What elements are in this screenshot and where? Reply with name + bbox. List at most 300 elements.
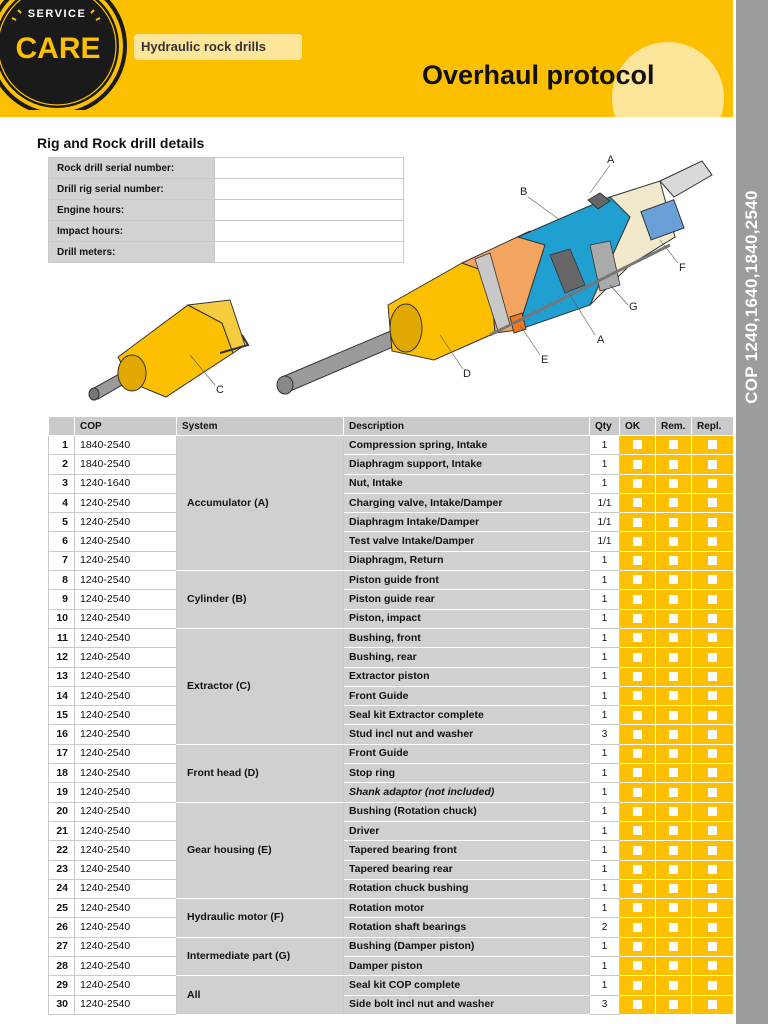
ok-checkbox[interactable] [633,749,642,758]
cop-models: 1840-2540 [75,455,177,474]
quantity: 1 [590,628,620,647]
part-description: Bushing (Damper piston) [344,937,590,956]
svg-text:F: F [679,262,686,274]
replaced-checkbox[interactable] [708,633,717,642]
row-number: 23 [49,860,75,879]
ok-checkbox[interactable] [633,537,642,546]
cop-models: 1240-2540 [75,783,177,802]
cop-models: 1240-2540 [75,571,177,590]
row-number: 13 [49,667,75,686]
column-header: System [177,417,344,436]
replaced-checkbox[interactable] [708,672,717,681]
ok-cell [620,455,656,474]
replaced-cell [692,783,734,802]
cop-models: 1240-2540 [75,879,177,898]
row-number: 25 [49,899,75,918]
removed-cell [656,821,692,840]
table-row [49,667,734,686]
extractor-drawing [89,300,248,400]
row-number: 28 [49,957,75,976]
table-row [49,590,734,609]
quantity: 1 [590,841,620,860]
removed-checkbox[interactable] [669,749,678,758]
ok-checkbox[interactable] [633,942,642,951]
removed-cell [656,764,692,783]
replaced-checkbox[interactable] [708,768,717,777]
replaced-cell [692,532,734,551]
part-description: Bushing, front [344,628,590,647]
row-number: 30 [49,995,75,1014]
ok-checkbox[interactable] [633,788,642,797]
cop-models: 1240-2540 [75,899,177,918]
quantity: 1 [590,744,620,763]
ok-checkbox[interactable] [633,981,642,990]
row-number: 1 [49,436,75,455]
ok-checkbox[interactable] [633,614,642,623]
ok-cell [620,957,656,976]
removed-checkbox[interactable] [669,768,678,777]
column-header [49,417,75,436]
table-row [49,802,734,821]
table-row [49,899,734,918]
cop-models: 1240-2540 [75,667,177,686]
replaced-cell [692,860,734,879]
service-care-logo [0,0,132,110]
row-number: 2 [49,455,75,474]
detail-label: Impact hours: [49,221,215,242]
quantity: 1 [590,899,620,918]
part-description: Charging valve, Intake/Damper [344,493,590,512]
ok-checkbox[interactable] [633,884,642,893]
table-row [49,455,734,474]
quantity: 1 [590,436,620,455]
removed-checkbox[interactable] [669,788,678,797]
ok-cell [620,571,656,590]
cop-models: 1240-2540 [75,995,177,1014]
replaced-checkbox[interactable] [708,923,717,932]
removed-cell [656,957,692,976]
part-description: Nut, Intake [344,474,590,493]
removed-cell [656,667,692,686]
removed-checkbox[interactable] [669,653,678,662]
system-name: All [177,976,344,1015]
ok-checkbox[interactable] [633,865,642,874]
table-row [49,744,734,763]
removed-checkbox[interactable] [669,518,678,527]
svg-text:A: A [597,334,605,346]
table-header-row [49,417,734,436]
svg-text:E: E [541,354,549,366]
page-title: Overhaul protocol [422,60,655,90]
replaced-checkbox[interactable] [708,826,717,835]
replaced-checkbox[interactable] [708,575,717,584]
system-name: Gear housing (E) [177,802,344,898]
svg-text:A: A [607,154,615,166]
detail-label: Drill rig serial number: [49,179,215,200]
replaced-cell [692,513,734,532]
ok-checkbox[interactable] [633,730,642,739]
ok-cell [620,706,656,725]
ok-cell [620,590,656,609]
replaced-cell [692,821,734,840]
ok-checkbox[interactable] [633,479,642,488]
replaced-cell [692,648,734,667]
ok-cell [620,899,656,918]
replaced-checkbox[interactable] [708,1000,717,1009]
ok-cell [620,995,656,1014]
quantity: 1 [590,590,620,609]
removed-checkbox[interactable] [669,691,678,700]
part-description: Seal kit Extractor complete [344,706,590,725]
table-row [49,706,734,725]
replaced-checkbox[interactable] [708,440,717,449]
replaced-cell [692,571,734,590]
table-row [49,764,734,783]
table-row [49,551,734,570]
quantity: 3 [590,725,620,744]
removed-cell [656,609,692,628]
cop-models: 1240-2540 [75,821,177,840]
ok-checkbox[interactable] [633,672,642,681]
replaced-checkbox[interactable] [708,942,717,951]
removed-checkbox[interactable] [669,556,678,565]
table-row [49,474,734,493]
cop-models: 1240-2540 [75,493,177,512]
replaced-cell [692,474,734,493]
ok-checkbox[interactable] [633,440,642,449]
ok-cell [620,725,656,744]
logo-main-text: CARE [15,32,101,65]
ok-cell [620,783,656,802]
removed-checkbox[interactable] [669,460,678,469]
replaced-checkbox[interactable] [708,961,717,970]
part-description: Extractor piston [344,667,590,686]
table-row [49,957,734,976]
removed-checkbox[interactable] [669,942,678,951]
ok-checkbox[interactable] [633,498,642,507]
removed-checkbox[interactable] [669,961,678,970]
part-description: Seal kit COP complete [344,976,590,995]
row-number: 14 [49,686,75,705]
ok-checkbox[interactable] [633,653,642,662]
quantity: 1 [590,783,620,802]
quantity: 1 [590,571,620,590]
removed-cell [656,493,692,512]
ok-checkbox[interactable] [633,691,642,700]
removed-cell [656,455,692,474]
removed-cell [656,706,692,725]
column-header: OK [620,417,656,436]
part-description: Diaphragm, Return [344,551,590,570]
cop-models: 1240-2540 [75,860,177,879]
system-name: Intermediate part (G) [177,937,344,976]
row-number: 16 [49,725,75,744]
part-description: Compression spring, Intake [344,436,590,455]
replaced-checkbox[interactable] [708,595,717,604]
row-number: 17 [49,744,75,763]
removed-checkbox[interactable] [669,981,678,990]
ok-cell [620,532,656,551]
removed-checkbox[interactable] [669,672,678,681]
removed-cell [656,976,692,995]
quantity: 1 [590,706,620,725]
part-description: Driver [344,821,590,840]
replaced-cell [692,686,734,705]
cop-models: 1840-2540 [75,436,177,455]
cop-models: 1240-2540 [75,532,177,551]
replaced-cell [692,706,734,725]
row-number: 9 [49,590,75,609]
table-row [49,686,734,705]
column-header: COP [75,417,177,436]
cop-models: 1240-2540 [75,513,177,532]
removed-checkbox[interactable] [669,923,678,932]
removed-checkbox[interactable] [669,826,678,835]
row-number: 7 [49,551,75,570]
ok-cell [620,841,656,860]
part-description: Bushing, rear [344,648,590,667]
removed-cell [656,937,692,956]
ok-checkbox[interactable] [633,460,642,469]
ok-cell [620,667,656,686]
ok-cell [620,879,656,898]
ok-checkbox[interactable] [633,807,642,816]
cop-models: 1240-2540 [75,744,177,763]
part-description: Tapered bearing front [344,841,590,860]
removed-cell [656,725,692,744]
removed-checkbox[interactable] [669,440,678,449]
row-number: 4 [49,493,75,512]
replaced-cell [692,667,734,686]
removed-cell [656,551,692,570]
removed-checkbox[interactable] [669,614,678,623]
removed-checkbox[interactable] [669,903,678,912]
removed-cell [656,532,692,551]
replaced-cell [692,744,734,763]
row-number: 6 [49,532,75,551]
removed-checkbox[interactable] [669,537,678,546]
replaced-checkbox[interactable] [708,730,717,739]
removed-cell [656,860,692,879]
replaced-checkbox[interactable] [708,614,717,623]
row-number: 20 [49,802,75,821]
row-number: 3 [49,474,75,493]
quantity: 1 [590,551,620,570]
replaced-checkbox[interactable] [708,903,717,912]
removed-cell [656,744,692,763]
cop-models: 1240-2540 [75,706,177,725]
ok-checkbox[interactable] [633,768,642,777]
quantity: 1 [590,860,620,879]
part-description: Rotation chuck bushing [344,879,590,898]
replaced-cell [692,899,734,918]
column-header: Description [344,417,590,436]
replaced-checkbox[interactable] [708,556,717,565]
removed-cell [656,590,692,609]
ok-checkbox[interactable] [633,961,642,970]
ok-checkbox[interactable] [633,518,642,527]
replaced-checkbox[interactable] [708,846,717,855]
removed-cell [656,436,692,455]
replaced-checkbox[interactable] [708,479,717,488]
replaced-cell [692,590,734,609]
part-description: Tapered bearing rear [344,860,590,879]
table-row [49,995,734,1014]
table-row [49,841,734,860]
ok-checkbox[interactable] [633,1000,642,1009]
removed-cell [656,474,692,493]
removed-cell [656,918,692,937]
quantity: 1 [590,686,620,705]
removed-checkbox[interactable] [669,1000,678,1009]
removed-checkbox[interactable] [669,884,678,893]
quantity: 1 [590,609,620,628]
table-row [49,513,734,532]
system-name: Extractor (C) [177,628,344,744]
part-description: Piston, impact [344,609,590,628]
part-description: Piston guide rear [344,590,590,609]
quantity: 2 [590,918,620,937]
replaced-cell [692,937,734,956]
removed-cell [656,802,692,821]
part-description: Damper piston [344,957,590,976]
quantity: 1 [590,455,620,474]
ok-checkbox[interactable] [633,826,642,835]
replaced-cell [692,957,734,976]
sidebar-band [736,0,768,1024]
removed-cell [656,686,692,705]
ok-checkbox[interactable] [633,595,642,604]
ok-checkbox[interactable] [633,711,642,720]
ok-checkbox[interactable] [633,923,642,932]
part-description: Rotation motor [344,899,590,918]
replaced-checkbox[interactable] [708,749,717,758]
row-number: 29 [49,976,75,995]
table-row [49,628,734,647]
replaced-checkbox[interactable] [708,884,717,893]
ok-checkbox[interactable] [633,575,642,584]
removed-cell [656,995,692,1014]
removed-checkbox[interactable] [669,807,678,816]
removed-cell [656,513,692,532]
table-row [49,918,734,937]
removed-cell [656,571,692,590]
replaced-checkbox[interactable] [708,788,717,797]
replaced-checkbox[interactable] [708,807,717,816]
removed-cell [656,841,692,860]
removed-checkbox[interactable] [669,498,678,507]
system-name: Cylinder (B) [177,571,344,629]
ok-cell [620,764,656,783]
quantity: 1/1 [590,493,620,512]
removed-checkbox[interactable] [669,865,678,874]
row-number: 18 [49,764,75,783]
detail-label: Rock drill serial number: [49,158,215,179]
removed-checkbox[interactable] [669,846,678,855]
ok-cell [620,802,656,821]
ok-cell [620,551,656,570]
removed-cell [656,879,692,898]
sidebar-model-text: COP 1240,1640,1840,2540 [742,190,761,404]
column-header: Qty [590,417,620,436]
ok-cell [620,918,656,937]
detail-label: Engine hours: [49,200,215,221]
details-title: Rig and Rock drill details [37,135,205,151]
rock-drill-illustration [70,145,730,410]
table-row [49,821,734,840]
replaced-cell [692,802,734,821]
ok-cell [620,744,656,763]
part-description: Stop ring [344,764,590,783]
row-number: 26 [49,918,75,937]
ok-checkbox[interactable] [633,903,642,912]
row-number: 12 [49,648,75,667]
row-number: 8 [49,571,75,590]
replaced-checkbox[interactable] [708,691,717,700]
table-row [49,879,734,898]
replaced-checkbox[interactable] [708,865,717,874]
quantity: 1/1 [590,513,620,532]
replaced-cell [692,609,734,628]
table-row [49,783,734,802]
row-number: 24 [49,879,75,898]
table-row [49,532,734,551]
table-row [49,648,734,667]
removed-checkbox[interactable] [669,633,678,642]
removed-checkbox[interactable] [669,479,678,488]
removed-checkbox[interactable] [669,575,678,584]
table-row [49,860,734,879]
part-description: Side bolt incl nut and washer [344,995,590,1014]
replaced-checkbox[interactable] [708,711,717,720]
replaced-checkbox[interactable] [708,518,717,527]
ok-checkbox[interactable] [633,633,642,642]
table-row [49,609,734,628]
row-number: 27 [49,937,75,956]
quantity: 1 [590,764,620,783]
cop-models: 1240-2540 [75,918,177,937]
replaced-cell [692,879,734,898]
table-row [49,493,734,512]
quantity: 1 [590,802,620,821]
part-description: Piston guide front [344,571,590,590]
quantity: 1 [590,957,620,976]
cop-models: 1240-2540 [75,802,177,821]
removed-cell [656,628,692,647]
replaced-cell [692,551,734,570]
svg-text:G: G [629,301,638,313]
ok-cell [620,937,656,956]
quantity: 1 [590,879,620,898]
ok-cell [620,860,656,879]
quantity: 1 [590,976,620,995]
replaced-checkbox[interactable] [708,981,717,990]
replaced-checkbox[interactable] [708,460,717,469]
replaced-cell [692,436,734,455]
removed-checkbox[interactable] [669,730,678,739]
ok-checkbox[interactable] [633,846,642,855]
removed-checkbox[interactable] [669,595,678,604]
replaced-checkbox[interactable] [708,653,717,662]
replaced-cell [692,493,734,512]
part-description: Front Guide [344,686,590,705]
replaced-checkbox[interactable] [708,498,717,507]
removed-checkbox[interactable] [669,711,678,720]
replaced-checkbox[interactable] [708,537,717,546]
cop-models: 1240-2540 [75,590,177,609]
ok-checkbox[interactable] [633,556,642,565]
replaced-cell [692,764,734,783]
